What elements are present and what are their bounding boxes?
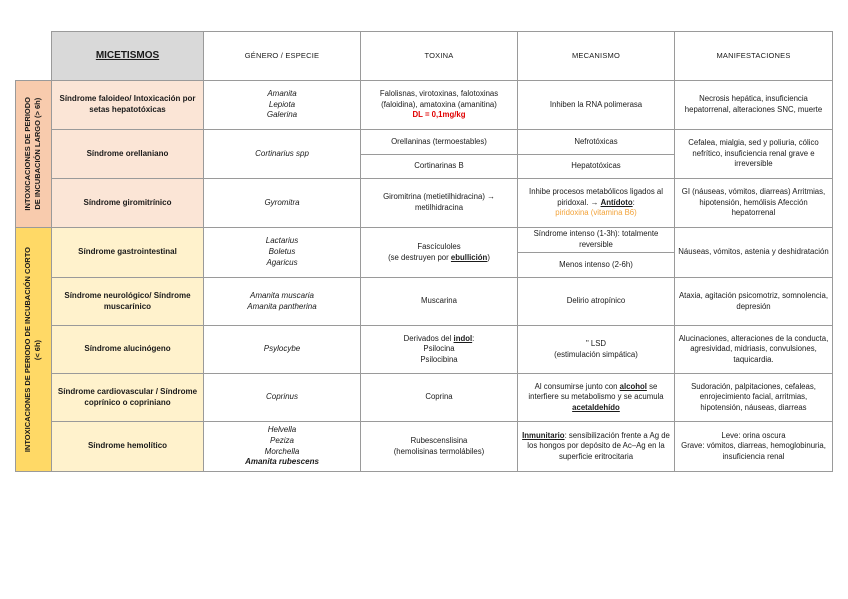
table-row (16, 179, 833, 228)
table-row (16, 326, 833, 374)
species-alucinogeno: Psylocybe (204, 326, 361, 374)
syndrome-alucinogeno: Síndrome alucinógeno (52, 326, 204, 374)
syndrome-gastrointestinal: Síndrome gastrointestinal (52, 228, 204, 278)
toxin-gastrointestinal: Fascículoles (se destruyen por ebullición) (361, 228, 518, 278)
species-orellaniano: Cortinarius spp (204, 130, 361, 179)
mechanism-faloideo: Inhiben la RNA polimerasa (518, 81, 675, 130)
species-gastrointestinal: Lactarius Boletus Agaricus (204, 228, 361, 278)
manifestations-gastrointestinal: Náuseas, vómitos, astenia y deshidratación (675, 228, 833, 278)
header-manifestations: MANIFESTACIONES (675, 32, 833, 81)
toxin-giromitrinico: Giromitrina (metietilhidracina) → metilhidracina (361, 179, 518, 228)
table-row (16, 374, 833, 422)
mechanism-alucinogeno: " LSD (estimulación simpática) (518, 326, 675, 374)
header-row (16, 32, 833, 81)
manifestations-cardiovascular: Sudoración, palpitaciones, cefaleas, enrojecimiento facial, arritmias, hipotensión, náuseas, diarreas (675, 374, 833, 422)
mechanism-giromitrinico: Inhibe procesos metabólicos ligados al piridoxal. → Antídoto: piridoxina (vitamina B6) (518, 179, 675, 228)
manifestations-hemolitico: Leve: orina oscura Grave: vómitos, diarreas, hemoglobinuria, insuficiencia renal (675, 422, 833, 472)
syndrome-hemolitico: Síndrome hemolítico (52, 422, 204, 472)
species-hemolitico: Helvella Peziza Morchella Amanita rubescens (204, 422, 361, 472)
toxin-hemolitico: Rubescenslisina (hemolisinas termolábiles) (361, 422, 518, 472)
table-row (16, 422, 833, 472)
group-long-line1: INTOXICACIONES DE PERIODO (23, 97, 33, 211)
toxin-orellaniano-a: Orellaninas (termoestables) (361, 130, 518, 155)
manifestations-alucinogeno: Alucinaciones, alteraciones de la conducta, agresividad, midriasis, convulsiones, taquicardia. (675, 326, 833, 374)
header-mechanism: MECANISMO (518, 32, 675, 81)
mechanism-orellaniano-b: Hepatotóxicas (518, 155, 675, 179)
group-long-line2: DE INCUBACIÓN LARGO (> 6h) (33, 98, 43, 210)
species-giromitrinico: Gyromitra (204, 179, 361, 228)
mechanism-hemolitico: Inmunitario: sensibilización frente a Ag de los hongos por depósito de Ac–Ag en la superficie eritrocitaria (518, 422, 675, 472)
syndrome-faloideo: Síndrome faloideo/ Intoxicación por setas hepatotóxicas (52, 81, 204, 130)
species-cardiovascular: Coprinus (204, 374, 361, 422)
header-toxin: TOXINA (361, 32, 518, 81)
corner-cell (16, 32, 52, 81)
mechanism-gastrointestinal-b: Menos intenso (2-6h) (518, 253, 675, 278)
manifestations-giromitrinico: GI (náuseas, vómitos, diarreas) Arritmias, hipotensión, hemólisis Afección hepatorrenal (675, 179, 833, 228)
toxin-cardiovascular: Coprina (361, 374, 518, 422)
micetismos-table (15, 31, 833, 472)
syndrome-orellaniano: Síndrome orellaniano (52, 130, 204, 179)
toxin-alucinogeno: Derivados del indol: Psilocina Psilocibina (361, 326, 518, 374)
manifestations-muscarinico: Ataxia, agitación psicomotriz, somnolencia, depresión (675, 278, 833, 326)
species-muscarinico: Amanita muscaria Amanita pantherina (204, 278, 361, 326)
table-row (16, 228, 833, 253)
species-faloideo: Amanita Lepiota Galerina (204, 81, 361, 130)
antidote-value: piridoxina (vitamina B6) (555, 208, 637, 218)
group-short-line1: INTOXICACIONES DE PERIODO DE INCUBACIÓN CORTO (23, 246, 33, 453)
header-title: MICETISMOS (52, 32, 204, 81)
table-row (16, 81, 833, 130)
group-short-incubation (16, 228, 52, 472)
header-genus: GÉNERO / ESPECIE (204, 32, 361, 81)
group-short-line2: (< 6h) (33, 339, 43, 360)
mechanism-cardiovascular: Al consumirse junto con alcohol se interfiere su metabolismo y se acumula acetaldehído (518, 374, 675, 422)
manifestations-faloideo: Necrosis hepática, insuficiencia hepatorrenal, alteraciones SNC, muerte (675, 81, 833, 130)
table-row (16, 278, 833, 326)
lethal-dose: DL = 0,1mg/kg (412, 110, 466, 120)
table-row (16, 130, 833, 155)
antidote-label: Antídoto (600, 197, 633, 207)
manifestations-orellaniano: Cefalea, mialgia, sed y poliuria, cólico nefrítico, insuficiencia renal grave e irreversible (675, 130, 833, 179)
mechanism-orellaniano-a: Nefrotóxicas (518, 130, 675, 155)
syndrome-cardiovascular: Síndrome cardiovascular / Síndrome coprínico o copriniano (52, 374, 204, 422)
mechanism-gastrointestinal-a: Síndrome intenso (1-3h): totalmente reversible (518, 228, 675, 253)
syndrome-giromitrinico: Síndrome giromitrínico (52, 179, 204, 228)
mechanism-muscarinico: Delirio atropínico (518, 278, 675, 326)
toxin-faloideo: Falolisnas, virotoxinas, falotoxinas (faloidina), amatoxina (amanitina) DL = 0,1mg/kg (361, 81, 518, 130)
toxin-orellaniano-b: Cortinarinas B (361, 155, 518, 179)
group-long-incubation (16, 81, 52, 228)
toxin-muscarinico: Muscarina (361, 278, 518, 326)
syndrome-muscarinico: Síndrome neurológico/ Síndrome muscarínico (52, 278, 204, 326)
